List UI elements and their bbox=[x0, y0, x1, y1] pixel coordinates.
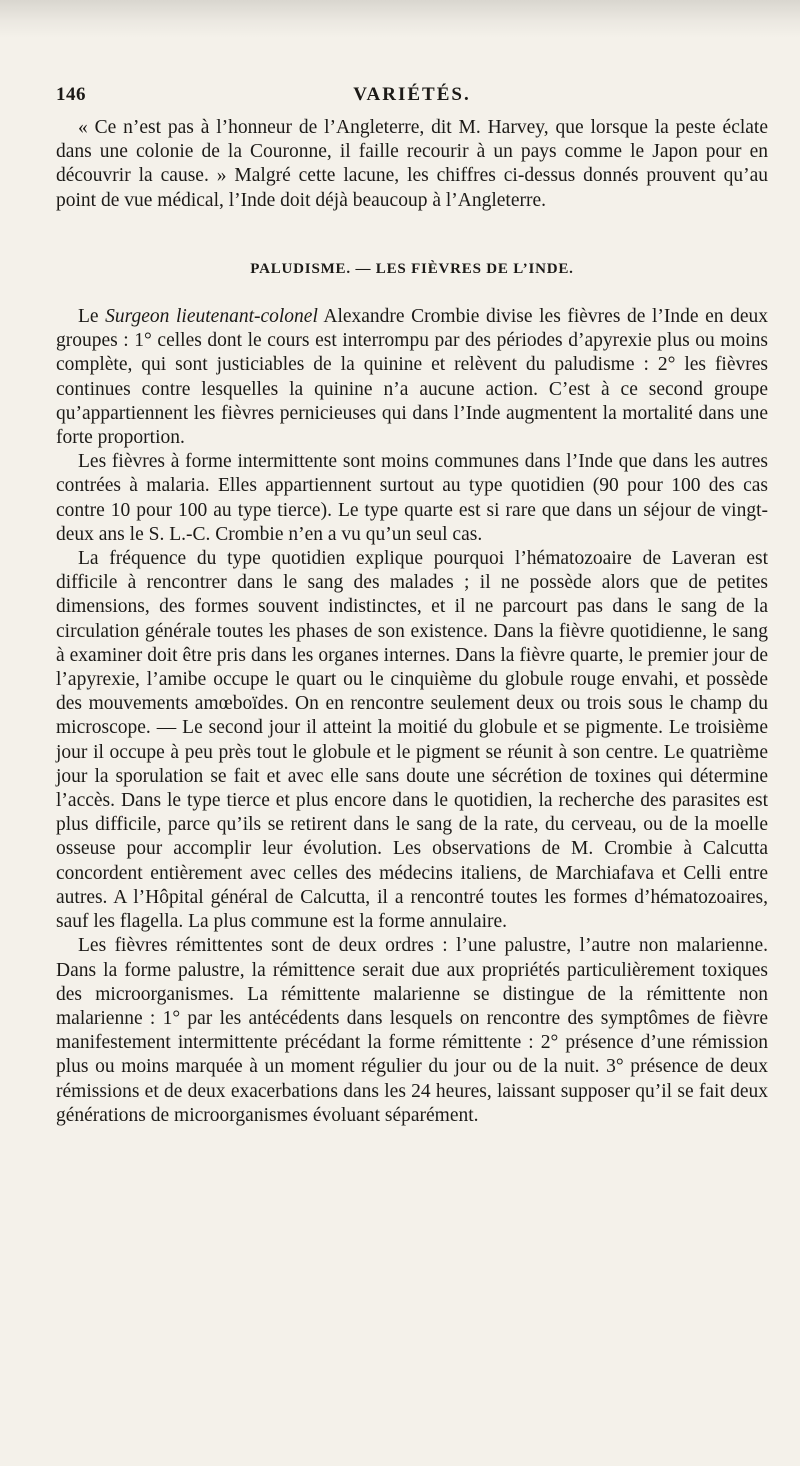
paragraph-intermittent-fevers: Les fièvres à forme intermittente sont moins communes dans l’Inde que dans les autres contrées à malaria. Elles appartiennent surtout au type quotidien (90 pour 100 des cas contre 10 pour 100 au type tierce). Le type quarte est si rare que dans un séjour de vingt-deux ans le S. L.-C. Crombie n’en a vu qu’un seul cas. bbox=[56, 451, 768, 545]
section-subheading: PALUDISME. — LES FIÈVRES DE L’INDE. bbox=[250, 260, 574, 277]
running-head bbox=[56, 84, 768, 108]
paragraph-fever-groups bbox=[56, 305, 768, 450]
surgeon-title-italic: Surgeon lieutenant-colonel bbox=[105, 306, 318, 328]
paragraph-lead: Le bbox=[78, 306, 106, 328]
scanned-page-top-shadow bbox=[0, 0, 800, 38]
page-number: 146 bbox=[56, 84, 86, 105]
running-section-title: VARIÉTÉS. bbox=[353, 84, 471, 105]
quote-paragraph: « Ce n’est pas à l’honneur de l’Angleterre, dit M. Harvey, que lorsque la peste éclate dans une colonie de la Couronne, il faille recourir à un pays comme le Japon pour en découvrir la cause. » Malgré cette lacune, les chiffres ci-dessus donnés prouvent qu’au point de vue médical, l’Inde doit déjà beaucoup à l’Angleterre. bbox=[56, 117, 768, 211]
article-body bbox=[56, 116, 768, 1128]
paragraph-rest: Alexandre Crombie divise les fièvres de l’Inde en deux groupes : 1° celles dont le cours est interrompu par des périodes d’apyrexie plus ou moins complète, qui sont justiciables de la quinine et relèvent du paludisme : 2° les fièvres continues contre lesquelles la quinine n’a aucune action. C’est à ce second groupe qu’appartiennent les fièvres pernicieuses qui dans l’Inde augmentent la mortalité dans une forte proportion. bbox=[56, 306, 768, 449]
paragraph-remittent-fevers: Les fièvres rémittentes sont de deux ordres : l’une palustre, l’autre non malarienne. Dans la forme palustre, la rémittence serait due aux propriétés particulièrement toxiques des microorganismes. La rémittente malarienne se distingue de la rémittente non malarienne : 1° par les antécédents dans lesquels on rencontre des symptômes de fièvre manifestement intermittente précédant la forme rémittente : 2° présence d’une rémission plus ou moins marquée à un moment régulier du jour ou de la nuit. 3° présence de deux rémissions et de deux exacerbations dans les 24 heures, laissant supposer qu’il se fait deux générations de microorganismes évoluant séparément. bbox=[56, 935, 768, 1126]
paragraph-hematozoa: La fréquence du type quotidien explique pourquoi l’hématozoaire de Laveran est difficile à rencontrer dans le sang des malades ; il ne possède alors que de petites dimensions, des formes souvent indistinctes, et il ne parcourt pas dans le sang de la circulation générale toutes les phases de son existence. Dans la fièvre quotidienne, le sang à examiner doit être pris dans les organes internes. Dans la fièvre quarte, le premier jour de l’apyrexie, l’amibe occupe le quart ou le cinquième du globule rouge envahi, et possède des mouvements amœboïdes. On en rencontre seulement deux ou trois sous le champ du microscope. — Le second jour il atteint la moitié du globule et se pigmente. Le troisième jour il occupe à peu près tout le globule et le pigment se réunit à son centre. Le quatrième jour la sporulation se fait et avec elle sans doute une sécrétion de toxines qui détermine l’accès. Dans le type tierce et plus encore dans le quotidien, la recherche des parasites est plus difficile, parce qu’ils se retirent dans le sang de la rate, du cerveau, ou de la moelle osseuse pour accomplir leur évolution. Les observations de M. Crombie à Calcutta concordent entièrement avec celles des médecins italiens, de Marchiafava et Celli entre autres. A l’Hôpital général de Calcutta, il a rencontré toutes les formes d’hématozoaires, sauf les flagella. La plus commune est la forme annulaire. bbox=[56, 548, 768, 933]
